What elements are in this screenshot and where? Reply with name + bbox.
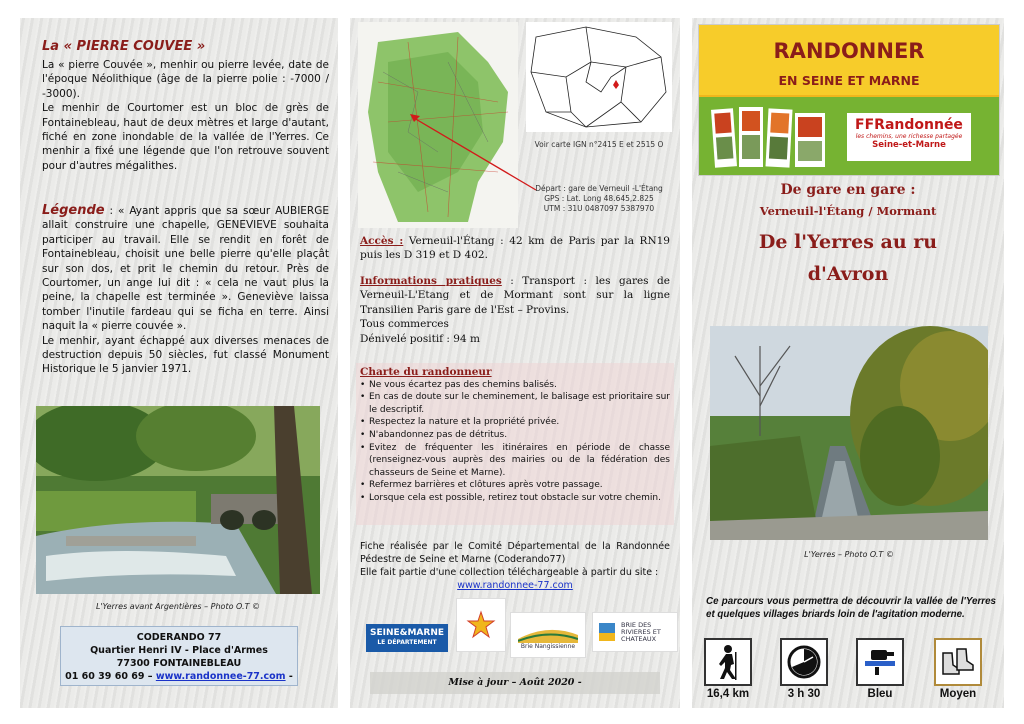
guide-cover (765, 108, 792, 167)
ffr-tagline: les chemins, une richesse partagée (855, 133, 963, 140)
phone-number: 01 60 39 60 69 – (65, 671, 156, 682)
contact-line: 77300 FONTAINEBLEAU (116, 658, 242, 669)
legend-title: Légende (42, 203, 105, 218)
pierre-couvee-title: La « PIERRE COUVEE » (42, 39, 206, 54)
contact-line: Quartier Henri IV - Place d'Armes (90, 645, 268, 656)
ign-note: Voir carte IGN n°2415 E et 2515 O (534, 140, 664, 149)
ffrandonnee-logo (847, 113, 971, 161)
guide-cover (739, 107, 763, 167)
stat-label: 16,4 km (706, 688, 750, 700)
acces-label: Accès : (360, 235, 404, 247)
legend-text (42, 204, 329, 377)
credit-line: Fiche réalisée par le Comité Départemental de la Randonnée Pédestre de Seine et Marne (Coderando77) (360, 541, 670, 565)
stat-label: Moyen (939, 688, 977, 700)
stat-label: 3 h 30 (787, 688, 821, 700)
charte (360, 366, 670, 505)
duration-stat (774, 638, 834, 700)
clock-icon (780, 638, 828, 686)
list-item: • Lorsque cela est possible, retirez tout obstacle sur votre chemin. (360, 492, 670, 505)
info-label: Informations pratiques (360, 275, 502, 287)
depart-line: UTM : 31U 0487097 5387970 (543, 204, 655, 213)
info-body: : Transport : les gares de Verneuil-L'Etang et de Mormant sont sur la ligne Transilien Paris gare de l'Est – Provins. (360, 275, 670, 316)
gare-subtitle: Verneuil-l'Étang / Mormant (759, 204, 937, 218)
brie-rivieres-logo (592, 612, 678, 652)
paragraph: Le menhir, ayant échappé aux diverses menaces de destruction depuis 50 siècles, fut classé Monument Historique le 5 janvier 1971. (42, 334, 329, 376)
difficulty-stat (926, 638, 990, 700)
info-line: Tous commerces (360, 318, 449, 331)
legend-body: : « Ayant appris que sa sœur AUBIERGE allait construire une chapelle, GENEVIEVE souhaita participer au travail. Elle se rendit en forêt de Fontainebleau, choisit une belle pierre qu'elle plaçât sur son dos, et prit le chemin du retour. Près de Courtomer, un ange lui dit : « cela ne vaut plus la peine, la chapelle est terminée ». Geneviève laissa tomber l'inutile fardeau qui se ficha en terre. Ainsi naquit la « pierre couvée ». (42, 205, 329, 333)
logo-text: BRIE DES RIVIERES ET CHATEAUX (621, 620, 661, 643)
seine-marne-logo (366, 624, 448, 652)
middle-panel (350, 18, 680, 708)
yerres-argentieres-photo (36, 406, 320, 594)
guide-cover (795, 113, 825, 167)
pointer-line (410, 114, 540, 194)
logo-text: SEINE&MARNE (369, 628, 445, 638)
paragraph: Le menhir de Courtomer est un bloc de grès de Fontainebleau, haut de deux mètres et large d'autant, fiché en zone inondable de la vallée de l'Yerres. Ce menhir a fixé une légende que l'on retrouve souvent pour d'autres mégalithes. (42, 102, 329, 172)
photo-caption: L'Yerres avant Argentières – Photo O.T © (96, 602, 260, 611)
left-panel (20, 18, 338, 708)
pierre-couvee-text (42, 58, 329, 173)
list-item: • Refermez barrières et clôtures après votre passage. (360, 479, 670, 492)
contact-line (61, 670, 297, 683)
ile-de-france-map (526, 22, 672, 132)
list-item: • Respectez la nature et la propriété privée. (360, 416, 670, 429)
credit-text (360, 540, 670, 592)
acces-body: Verneuil-l'Étang : 42 km de Paris par la RN19 puis les D 319 et D 402. (360, 235, 670, 262)
contact-line: CODERANDO 77 (136, 632, 222, 643)
contact-box (60, 626, 298, 686)
website-link[interactable]: www.randonnee-77.com (457, 580, 573, 591)
depart-line: GPS : Lat. Long 48.645,2.825 (544, 194, 654, 203)
depart-line: Départ : gare de Verneuil -L'Étang (535, 184, 663, 193)
website-link[interactable]: www.randonnee-77.com (155, 671, 286, 682)
ffr-name: FFRandonnée (855, 117, 963, 133)
logo-text: Brie Nangissienne (520, 642, 576, 650)
paragraph: La « pierre Couvée », menhir ou pierre levée, date de l'époque Néolithique (âge de la pierre polie : -7000 / -3000). (42, 59, 329, 100)
yerres-photo (710, 326, 988, 540)
marking-stat (850, 638, 910, 700)
boots-icon (934, 638, 982, 686)
main-title: De l'Yerres au ru d'Avron (758, 231, 938, 285)
distance-stat (698, 638, 758, 700)
depart-info (526, 184, 672, 214)
hiker-icon (704, 638, 752, 686)
logo-subtext: LE DÉPARTEMENT (377, 639, 437, 646)
gare-title: De gare en gare : (780, 182, 916, 198)
rules-list (360, 379, 670, 505)
banner-title: RANDONNER (773, 39, 925, 63)
list-item: • Ne vous écartez pas des chemins balisés. (360, 379, 670, 392)
ffr-dept: Seine-et-Marne (872, 140, 946, 150)
contact-trail: - (285, 671, 293, 682)
star-logo (456, 598, 506, 652)
banner (698, 24, 1000, 176)
credit-line: Elle fait partie d'une collection téléchargeable à partir du site : (360, 567, 659, 578)
charte-title: Charte du randonneur (360, 366, 492, 378)
right-panel (692, 18, 1004, 708)
intro-text: Ce parcours vous permettra de découvrir la vallée de l'Yerres et quelques villages briards loin de l'agitation moderne. (706, 596, 996, 620)
acces-text (360, 234, 670, 263)
paint-marker-icon (856, 638, 904, 686)
list-item: • N'abandonnez pas de détritus. (360, 429, 670, 442)
info-text (360, 274, 670, 346)
guide-cover (711, 108, 737, 167)
brie-nangissienne-logo (510, 612, 586, 658)
list-item: • Evitez de fréquenter les itinéraires en période de chasse (renseignez-vous auprès des mairies ou de la fédération des chasseurs de Seine et Marne). (360, 442, 670, 480)
info-line: Dénivelé positif : 94 m (360, 332, 480, 345)
photo-caption: L'Yerres – Photo O.T © (804, 550, 894, 559)
stat-label: Bleu (867, 688, 893, 700)
list-item: • En cas de doute sur le cheminement, le balisage est prioritaire sur le descriptif. (360, 391, 670, 416)
banner-subtitle: EN SEINE ET MARNE (778, 73, 920, 88)
update-note: Mise à jour – Août 2020 - (370, 672, 660, 694)
